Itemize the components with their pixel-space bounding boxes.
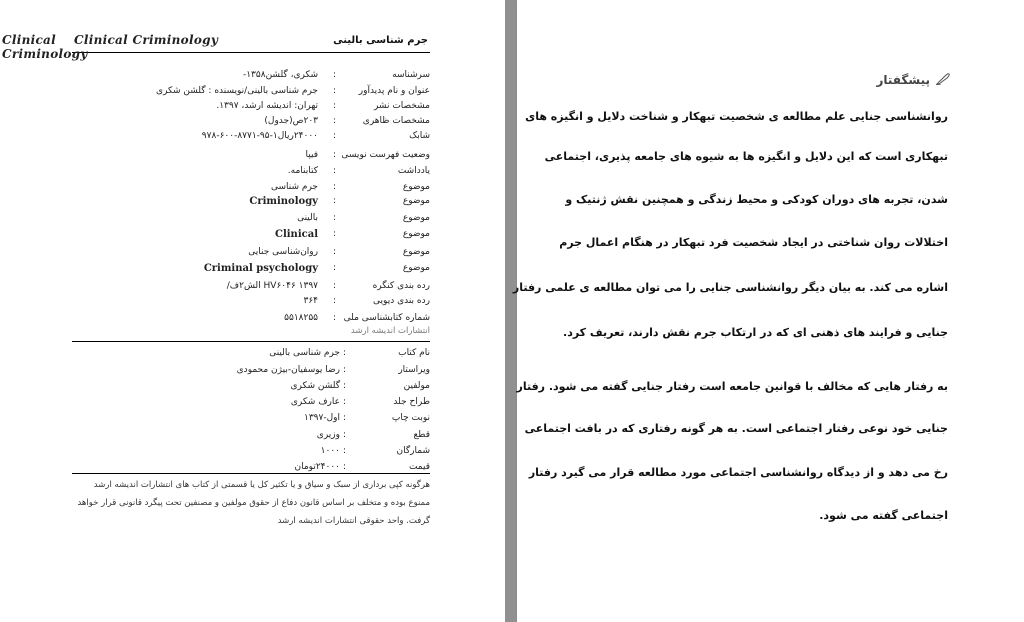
- cataloging-label: موضوع: [402, 196, 430, 206]
- cataloging-label: سرشناسه: [392, 70, 430, 80]
- cataloging-label: رده بندی دیویی: [373, 296, 430, 306]
- book-detail-value: ۲۴۰۰۰تومان: [294, 462, 340, 472]
- preface-line: اشاره می کند. به بیان دیگر روانشناسی جنایی را می توان مطالعه ی علمی رفتار: [512, 281, 948, 294]
- preface-line: تبهکاری است که این دلایل و انگیزه ها به شیوه های جامعه پذیری، اجتماعی: [544, 150, 948, 163]
- book-detail-label: شمارگان: [396, 446, 430, 456]
- book-detail-row: [150, 397, 430, 413]
- cataloging-row: [150, 101, 430, 117]
- cataloging-value: Criminal psychology: [203, 263, 318, 274]
- cataloging-row: [150, 166, 430, 182]
- quill-pen-icon: [936, 73, 950, 88]
- cataloging-value: کتابنامه.: [287, 166, 318, 176]
- cataloging-label: رده بندی کنگره: [372, 281, 430, 291]
- running-header-english: Clinical Criminology: [2, 33, 88, 61]
- cataloging-value: ۳۶۴: [303, 296, 318, 306]
- colon: :: [333, 247, 337, 257]
- preface-line: جنایی خود نوعی رفتار اجتماعی است. به هر گونه رفتاری که در بافت اجتماعی: [524, 422, 948, 435]
- cataloging-label: وضعیت فهرست نویسی: [341, 150, 430, 160]
- book-detail-label: مولفین: [403, 381, 430, 391]
- cataloging-label: عنوان و نام پدیدآور: [358, 86, 430, 96]
- colon: :: [343, 365, 347, 375]
- preface-line: اختلالات روان شناختی در ایجاد شخصیت فرد تبهکار در هنگام اعمال جرم: [559, 236, 948, 249]
- copyright-line: هرگونه کپی برداری از سبک و سیاق و یا تکثیر کل یا قسمتی از کتاب های انتشارات اندیشه ارشد: [93, 480, 430, 490]
- cataloging-label: موضوع: [402, 247, 430, 257]
- section-divider: [72, 341, 430, 342]
- book-detail-row: [150, 413, 430, 429]
- book-detail-row: [150, 365, 430, 381]
- cataloging-label: شماره کتابشناسی ملی: [343, 313, 430, 323]
- cataloging-label: موضوع: [402, 213, 430, 223]
- book-detail-row: [150, 446, 430, 462]
- cataloging-value: شکری، گلشن۱۳۵۸-: [242, 70, 318, 80]
- cataloging-row: [150, 86, 430, 102]
- cataloging-value: ۲۴۰۰۰ریال۱-۹۵-۸۷۷۱-۶۰۰-۹۷۸: [201, 131, 318, 141]
- book-detail-value: گلشن شکری: [290, 381, 340, 391]
- book-detail-value: وزیری: [316, 430, 340, 440]
- preface-heading: [876, 73, 950, 88]
- cataloging-label: یادداشت: [397, 166, 430, 176]
- book-detail-value: اول-۱۳۹۷: [304, 413, 340, 423]
- colon: :: [333, 166, 337, 176]
- cataloging-value: ۱۳۹۷ HV۶۰۴۶ الش۲ف/: [226, 281, 318, 291]
- colon: :: [333, 196, 337, 206]
- cataloging-value: جرم شناسی: [270, 182, 318, 192]
- running-header-english: Clinical Criminology: [74, 33, 219, 47]
- book-detail-value: رضا یوسفیان-بیژن محمودی: [236, 365, 340, 375]
- publisher-note: انتشارات اندیشه ارشد: [350, 326, 430, 336]
- preface-line: روانشناسی جنایی علم مطالعه ی شخصیت تبهکار و شناخت دلایل و انگیزه های: [525, 110, 948, 123]
- preface-line: به رفتار هایی که مخالف با قوانین جامعه است رفتار جنایی گفته می شود. رفتار: [516, 380, 948, 393]
- colon: :: [343, 462, 347, 472]
- book-detail-label: طراح جلد: [393, 397, 430, 407]
- cataloging-value: فیپا: [305, 150, 318, 160]
- colon: :: [333, 213, 337, 223]
- colon: :: [333, 313, 337, 323]
- cataloging-row: [150, 296, 430, 312]
- cataloging-label: موضوع: [402, 263, 430, 273]
- preface-line: شدن، تجربه های دوران کودکی و محیط زندگی و همچنین نقش ژنتیک و: [565, 193, 948, 206]
- preface-line: رخ می دهد و از دیدگاه روانشناسی اجتماعی مورد مطالعه قرار می گیرد رفتار: [528, 466, 948, 479]
- cataloging-value: تهران: اندیشه ارشد، ۱۳۹۷.: [216, 101, 318, 111]
- colon: :: [333, 116, 337, 126]
- cataloging-label: شابک: [409, 131, 430, 141]
- colon: :: [333, 281, 337, 291]
- cataloging-row: [150, 150, 430, 166]
- colon: :: [333, 229, 337, 239]
- copyright-line: گرفت. واحد حقوقی انتشارات اندیشه ارشد: [277, 516, 430, 526]
- cataloging-label: مشخصات ظاهری: [362, 116, 430, 126]
- cataloging-row: [150, 213, 430, 229]
- running-header-left: [72, 32, 430, 53]
- colon: :: [343, 430, 347, 440]
- cataloging-value: ۲۰۳ص(جدول): [264, 116, 318, 126]
- cataloging-value: روان‌شناسی جنایی: [248, 247, 318, 257]
- colon: :: [343, 381, 347, 391]
- cataloging-row: [150, 116, 430, 132]
- running-header-persian: جرم شناسی بالینی: [333, 35, 428, 46]
- cataloging-row: [150, 247, 430, 263]
- book-detail-row: [150, 381, 430, 397]
- colon: :: [333, 70, 337, 80]
- book-detail-label: نام کتاب: [398, 348, 430, 358]
- cataloging-row: [150, 263, 430, 279]
- cataloging-row: [150, 229, 430, 245]
- book-detail-value: عارف شکری: [290, 397, 340, 407]
- cataloging-value: بالینی: [297, 213, 318, 223]
- preface-title: پیشگفتار: [876, 73, 930, 87]
- cataloging-label: موضوع: [402, 182, 430, 192]
- colon: :: [333, 101, 337, 111]
- cataloging-label: مشخصات نشر: [373, 101, 430, 111]
- cataloging-row: [150, 196, 430, 212]
- cataloging-row: [150, 70, 430, 86]
- page-gap: [505, 0, 517, 622]
- colon: :: [333, 296, 337, 306]
- cataloging-row: [150, 131, 430, 147]
- colon: :: [343, 413, 347, 423]
- cataloging-value: Clinical: [275, 229, 318, 240]
- page-right: [512, 0, 1024, 622]
- preface-line: اجتماعی گفته می شود.: [819, 509, 948, 522]
- book-detail-value: جرم شناسی بالینی: [269, 348, 340, 358]
- book-detail-value: ۱۰۰۰: [320, 446, 340, 456]
- colon: :: [343, 397, 347, 407]
- colon: :: [333, 263, 337, 273]
- colon: :: [333, 182, 337, 192]
- cataloging-value: Criminology: [249, 196, 318, 207]
- cataloging-row: [150, 281, 430, 297]
- cataloging-label: موضوع: [402, 229, 430, 239]
- colon: :: [333, 150, 337, 160]
- page-left: [0, 0, 505, 622]
- colon: :: [343, 348, 347, 358]
- colon: :: [343, 446, 347, 456]
- book-detail-row: [150, 430, 430, 446]
- cataloging-value: جرم شناسی بالینی/نویسنده : گلشن شکری: [156, 86, 318, 96]
- book-detail-label: قطع: [413, 430, 430, 440]
- book-detail-label: قیمت: [408, 462, 430, 472]
- copyright-line: ممنوع بوده و متخلف بر اساس قانون دفاع از حقوق مولفین و مصنفین تحت پیگرد قانونی قرار خواهد: [77, 498, 430, 508]
- colon: :: [333, 86, 337, 96]
- colon: :: [333, 131, 337, 141]
- copyright-notice: [72, 476, 430, 530]
- book-detail-label: نوبت چاپ: [391, 413, 430, 423]
- cataloging-value: ۵۵۱۸۲۵۵: [284, 313, 318, 323]
- book-detail-row: [150, 348, 430, 364]
- section-divider: [72, 473, 430, 474]
- preface-line: جنایی و فرایند های ذهنی ای که در ارتکاب جرم نقش دارند، تعریف کرد.: [563, 326, 948, 339]
- book-detail-label: ویراستار: [398, 365, 430, 375]
